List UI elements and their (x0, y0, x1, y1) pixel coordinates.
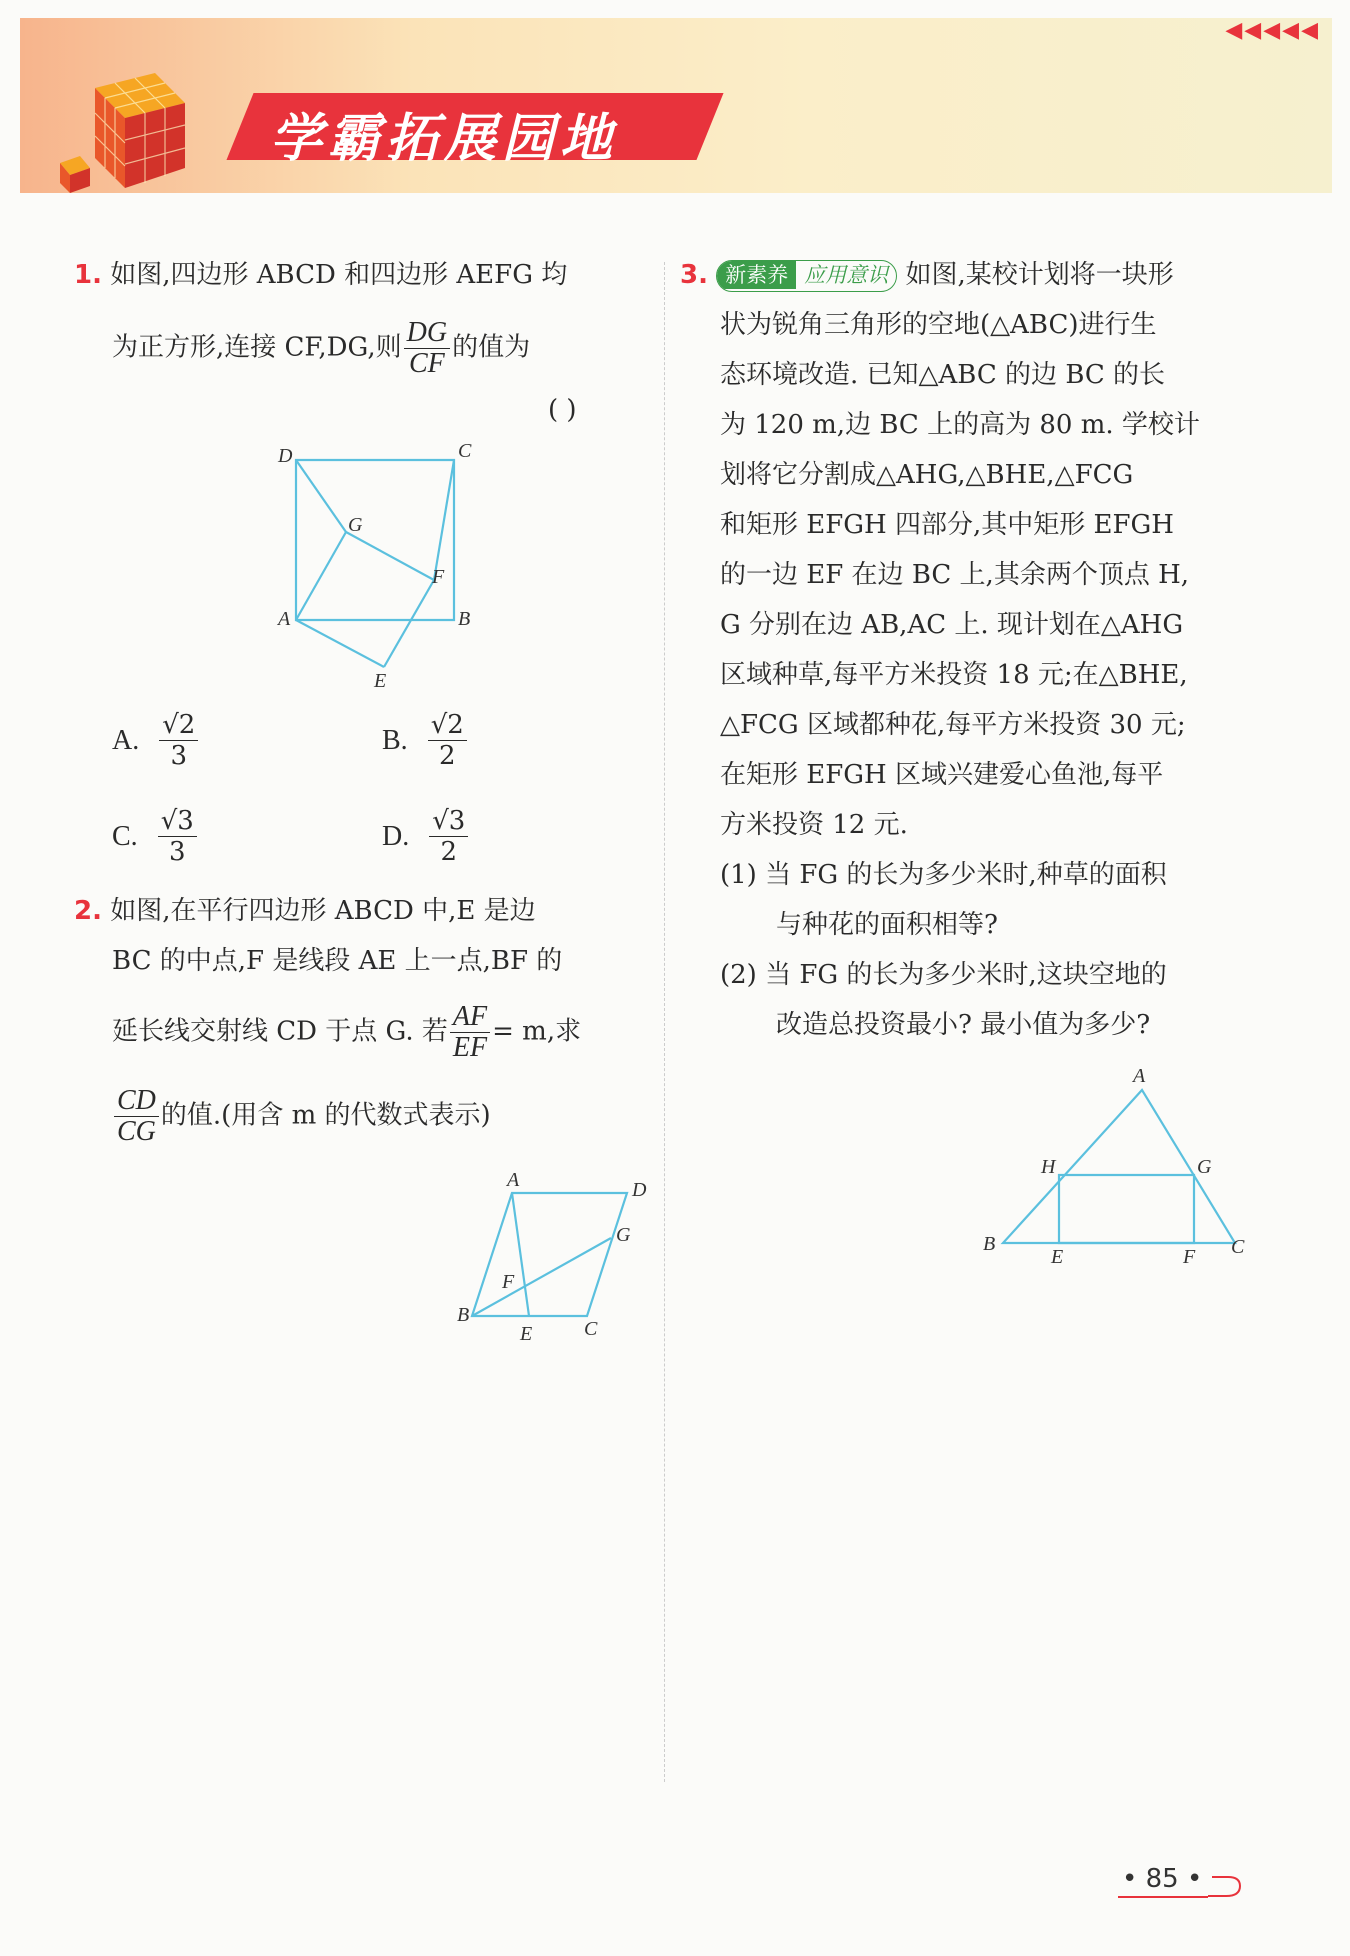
q2-frac2-den: CG (117, 1116, 156, 1147)
q1-frac-den: CF (408, 348, 445, 379)
q1-line1: 如图,四边形 ABCD 和四边形 AEFG 均 (110, 260, 568, 290)
q1-option-d-num: √3 (429, 806, 468, 837)
q3-line6: 和矩形 EFGH 四部分,其中矩形 EFGH (720, 510, 1174, 540)
q2-label-D: D (632, 1179, 647, 1201)
q1-option-c-num: √3 (158, 806, 197, 837)
q1-frac-num: DG (404, 318, 450, 349)
q3-figure (975, 1060, 1265, 1275)
q1-number: 1. (74, 260, 102, 290)
literacy-badge (716, 260, 897, 292)
q1-line2-pre: 为正方形,连接 CF,DG,则 (112, 332, 402, 363)
q1-option-a-value (159, 710, 198, 771)
q1-option-d-den: 2 (440, 837, 458, 867)
q2-frac2-num: CD (114, 1086, 159, 1117)
q1-option-b-label: B. (382, 724, 408, 756)
q2-frac1-den: EF (452, 1032, 488, 1063)
q3-line12: 方米投资 12 元. (720, 810, 908, 840)
q2-fraction-af-ef (450, 1002, 490, 1063)
q3-label-C: C (1231, 1236, 1245, 1258)
q1-label-C: C (458, 440, 472, 462)
q3-line9: 区域种草,每平方米投资 18 元;在△BHE, (720, 660, 1188, 690)
q1-option-a[interactable] (112, 710, 200, 771)
q1-line2-post: 的值为 (452, 332, 531, 363)
q3-line1-text: 如图,某校计划将一块形 (905, 260, 1174, 290)
q2-label-F: F (502, 1271, 515, 1293)
q3-sub2-line2: 改造总投资最小? 最小值为多少? (776, 1010, 1151, 1040)
page-number-underline (1118, 1896, 1208, 1898)
page-number: • 85 • (1122, 1864, 1203, 1894)
q3-line5: 划将它分割成△AHG,△BHE,△FCG (720, 460, 1134, 490)
badge-application-awareness: 应用意识 (804, 263, 889, 287)
q1-line2 (112, 318, 530, 379)
q3-label-B: B (983, 1233, 996, 1255)
q3-line8: G 分别在边 AB,AC 上. 现计划在△AHG (720, 610, 1184, 640)
q3-label-G: G (1197, 1156, 1212, 1178)
q3-line4: 为 120 m,边 BC 上的高为 80 m. 学校计 (720, 410, 1200, 440)
q3-sub1-line2: 与种花的面积相等? (776, 910, 998, 940)
q2-text (74, 886, 536, 936)
q1-option-c[interactable] (112, 806, 199, 867)
q2-line3-post: = m,求 (492, 1016, 582, 1047)
q3-line7: 的一边 EF 在边 BC 上,其余两个顶点 H, (720, 560, 1190, 590)
q1-option-c-den: 3 (168, 837, 186, 867)
q1-label-F: F (432, 566, 445, 588)
q1-option-a-den: 3 (170, 741, 188, 771)
column-divider (664, 262, 665, 1782)
q3-line3: 态环境改造. 已知△ABC 的边 BC 的长 (720, 360, 1166, 390)
q1-option-b-num: √2 (428, 710, 467, 741)
q3-line11: 在矩形 EFGH 区域兴建爱心鱼池,每平 (720, 760, 1164, 790)
q1-label-D: D (278, 445, 293, 467)
q2-line1: 如图,在平行四边形 ABCD 中,E 是边 (110, 896, 536, 926)
q2-frac1-num: AF (450, 1002, 490, 1033)
arrow-decoration-icon: ◀◀◀◀◀ (1225, 18, 1320, 43)
q3-label-F: F (1183, 1246, 1196, 1268)
q2-line2: BC 的中点,F 是线段 AE 上一点,BF 的 (112, 946, 563, 976)
q1-text (74, 250, 567, 300)
q3-label-A: A (1133, 1065, 1146, 1087)
q1-label-G: G (348, 514, 363, 536)
q1-figure (270, 435, 490, 695)
q1-fraction (404, 318, 450, 379)
q1-option-b-value (428, 710, 467, 771)
q3-line10: △FCG 区域都种花,每平方米投资 30 元; (720, 710, 1186, 740)
q1-answer-bracket: ( ) (548, 395, 577, 425)
q3-number: 3. (680, 260, 708, 290)
q1-option-a-label: A. (112, 724, 140, 756)
q3-line2: 状为锐角三角形的空地(△ABC)进行生 (720, 310, 1157, 340)
badge-new-literacy: 新素养 (717, 261, 796, 289)
page-curl-icon (1208, 1874, 1244, 1900)
q3-line1 (680, 250, 1174, 300)
q2-label-A: A (507, 1169, 520, 1191)
q2-line3 (112, 1002, 581, 1063)
q2-line4-post: 的值.(用含 m 的代数式表示) (160, 1100, 491, 1131)
q1-label-B: B (458, 608, 471, 630)
q2-label-G: G (616, 1224, 631, 1246)
q1-option-d-label: D. (382, 820, 410, 852)
q2-label-C: C (584, 1318, 598, 1340)
q3-sub1-line1: (1) 当 FG 的长为多少米时,种草的面积 (720, 860, 1167, 890)
q1-option-b-den: 2 (438, 741, 456, 771)
q1-option-c-label: C. (112, 820, 138, 852)
q1-label-E: E (374, 670, 387, 692)
q1-option-d[interactable] (382, 806, 470, 867)
q1-option-b[interactable] (382, 710, 469, 771)
q1-option-d-value (429, 806, 468, 867)
q1-option-c-value (158, 806, 197, 867)
q3-label-E: E (1051, 1246, 1064, 1268)
q2-figure (452, 1168, 652, 1348)
section-title: 学霸拓展园地 (270, 109, 619, 169)
q1-option-a-num: √2 (159, 710, 198, 741)
cube-logo-icon (60, 68, 190, 193)
q2-label-E: E (520, 1323, 533, 1345)
q2-label-B: B (457, 1304, 470, 1326)
q3-label-H: H (1041, 1156, 1056, 1178)
q1-label-A: A (278, 608, 291, 630)
q2-number: 2. (74, 896, 102, 926)
q2-line4 (112, 1086, 491, 1147)
q2-fraction-cd-cg (114, 1086, 159, 1147)
q3-sub2-line1: (2) 当 FG 的长为多少米时,这块空地的 (720, 960, 1167, 990)
q2-line3-pre: 延长线交射线 CD 于点 G. 若 (112, 1016, 448, 1047)
